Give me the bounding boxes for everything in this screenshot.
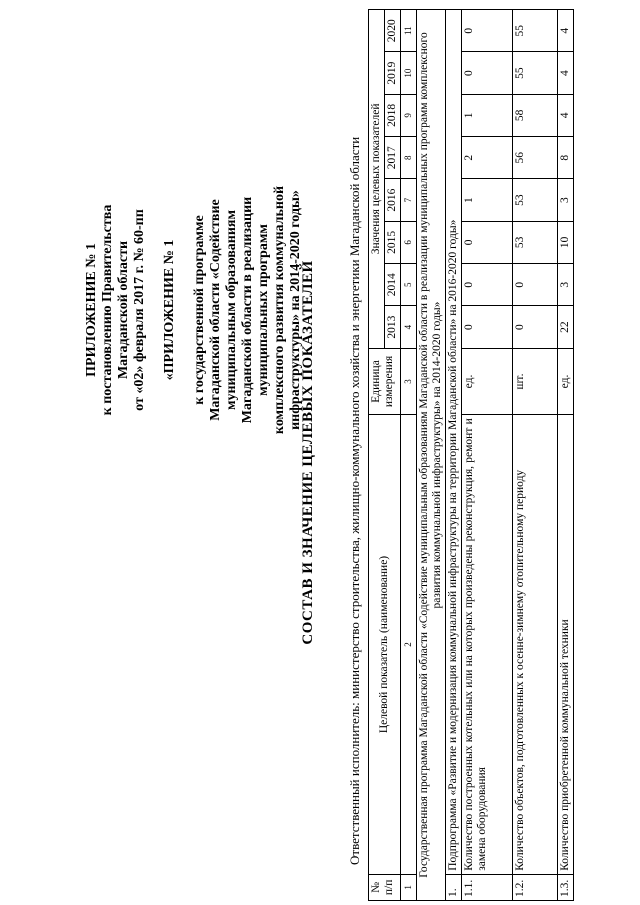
col-number: 4 — [401, 306, 417, 348]
row-value: 0 — [462, 306, 513, 348]
row-value: 53 — [513, 179, 558, 221]
row-value: 0 — [462, 10, 513, 52]
row-indicator: Количество построенных котельных или на которых произведены реконструкция, ремонт и замена оборудования — [462, 415, 513, 875]
col-number: 8 — [401, 137, 417, 179]
header-unit: Единица измерения — [369, 348, 401, 415]
appendix-line: муниципальным образованиям — [224, 209, 239, 411]
header-year: 2014 — [385, 264, 401, 306]
header-year: 2015 — [385, 221, 401, 263]
row-value: 3 — [558, 179, 574, 221]
subprogram-row — [446, 10, 462, 901]
row-num: 1.1. — [462, 874, 513, 900]
row-unit: шт. — [513, 348, 558, 415]
program-row — [417, 10, 446, 901]
program-title: Государственная программа Магаданской области «Содействие муниципальным образованиям Магаданской области в реализации муниципальных программ комплексного развития коммунальной инфраструктуры» на 2014-2020 годы» — [417, 10, 446, 901]
row-unit: ед. — [462, 348, 513, 415]
col-number: 5 — [401, 264, 417, 306]
row-value: 2 — [462, 137, 513, 179]
header-year: 2018 — [385, 94, 401, 136]
row-value: 53 — [513, 221, 558, 263]
col-number: 1 — [401, 874, 417, 900]
row-value: 58 — [513, 94, 558, 136]
row-value: 8 — [558, 137, 574, 179]
appendix-line: Магаданской области — [116, 240, 131, 380]
table-row — [558, 10, 574, 901]
row-value: 0 — [462, 221, 513, 263]
row-value: 1 — [462, 179, 513, 221]
row-num: 1.3. — [558, 874, 574, 900]
row-indicator: Количество приобретенной коммунальной техники — [558, 415, 574, 875]
col-number: 7 — [401, 179, 417, 221]
header-year: 2016 — [385, 179, 401, 221]
row-value: 55 — [513, 10, 558, 52]
subprogram-num: 1. — [446, 874, 462, 900]
col-number: 10 — [401, 52, 417, 94]
header-year: 2017 — [385, 137, 401, 179]
header-indicator: Целевой показатель (наименование) — [369, 415, 401, 875]
appendix-line: Магаданской области «Содействие — [208, 199, 223, 421]
document-title: СОСТАВ И ЗНАЧЕНИЕ ЦЕЛЕВЫХ ПОКАЗАТЕЛЕЙ — [300, 260, 316, 645]
header-num: № п/п — [369, 874, 401, 900]
row-value: 0 — [513, 264, 558, 306]
header-year: 2019 — [385, 52, 401, 94]
col-number: 9 — [401, 94, 417, 136]
row-value: 4 — [558, 94, 574, 136]
col-number: 6 — [401, 221, 417, 263]
table-row — [462, 10, 513, 901]
appendix-line: комплексного развития коммунальной — [272, 185, 287, 435]
row-value: 0 — [513, 306, 558, 348]
row-value: 4 — [558, 52, 574, 94]
appendix-block — [84, 120, 304, 500]
col-number: 3 — [401, 348, 417, 415]
appendix-line: от «02» февраля 2017 г. № 60-пп — [132, 209, 147, 411]
row-value: 56 — [513, 137, 558, 179]
row-value: 1 — [462, 94, 513, 136]
row-indicator: Количество объектов, подготовленных к осенне-зимнему отопительному периоду — [513, 415, 558, 875]
row-value: 0 — [462, 52, 513, 94]
header-year: 2013 — [385, 306, 401, 348]
row-value: 55 — [513, 52, 558, 94]
appendix-line: «ПРИЛОЖЕНИЕ № 1 — [162, 239, 177, 381]
row-value: 22 — [558, 306, 574, 348]
row-value: 0 — [462, 264, 513, 306]
header-year: 2020 — [385, 10, 401, 52]
indicators-table — [368, 9, 574, 901]
appendix-line: инфраструктуры» на 2014-2020 годы» — [288, 190, 303, 430]
appendix-line: ПРИЛОЖЕНИЕ № 1 — [84, 243, 99, 377]
appendix-line: Магаданской области в реализации — [240, 196, 255, 424]
row-value: 10 — [558, 221, 574, 263]
table-row — [513, 10, 558, 901]
subprogram-title: Подпрограмма «Развитие и модернизация коммунальной инфраструктуры на территории Магаданской области» на 2016-2020 годы» — [446, 10, 462, 875]
appendix-line: к постановлению Правительства — [100, 204, 115, 416]
appendix-line: муниципальных программ — [256, 224, 271, 396]
responsible-executor: Ответственный исполнитель: министерство строительства, жилищно-коммунального хозяйства и энергетики Магаданской области — [347, 136, 362, 865]
column-numbers-row — [401, 10, 417, 901]
header-values: Значения целевых показателей — [369, 10, 385, 349]
row-value: 3 — [558, 264, 574, 306]
col-number: 2 — [401, 415, 417, 875]
row-unit: ед. — [558, 348, 574, 415]
row-num: 1.2. — [513, 874, 558, 900]
header-row — [369, 10, 385, 901]
row-value: 4 — [558, 10, 574, 52]
col-number: 11 — [401, 10, 417, 52]
appendix-line: к государственной программе — [192, 215, 207, 405]
